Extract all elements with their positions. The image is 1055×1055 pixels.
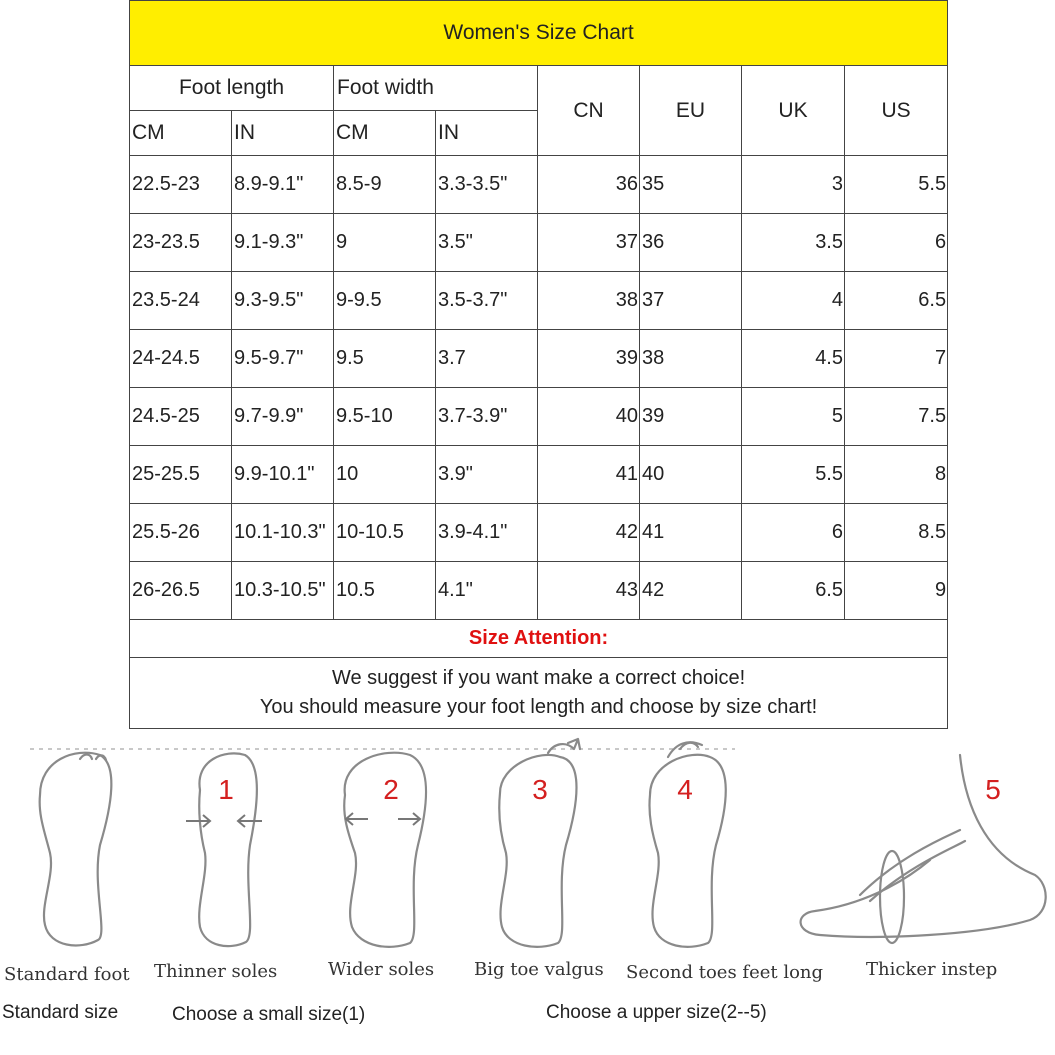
cell-length-in: 10.1-10.3"	[232, 504, 334, 562]
foot-number-2: 2	[383, 774, 399, 805]
cell-eu: 35	[640, 156, 742, 214]
foot-number-1: 1	[218, 774, 234, 805]
table-row	[130, 330, 948, 388]
cell-width-in: 3.5"	[436, 214, 538, 272]
cell-cn: 38	[538, 272, 640, 330]
width-cm-header: CM	[334, 111, 436, 156]
advice-standard: Standard size	[2, 1002, 119, 1023]
eu-header: EU	[640, 66, 742, 156]
standard-foot-icon	[40, 753, 112, 946]
cell-length-cm: 24.5-25	[130, 388, 232, 446]
table-row	[130, 446, 948, 504]
foot-width-header: Foot width	[334, 66, 538, 111]
cell-cn: 42	[538, 504, 640, 562]
cell-uk: 5	[742, 388, 845, 446]
cell-width-cm: 9	[334, 214, 436, 272]
cell-eu: 36	[640, 214, 742, 272]
cell-width-in: 3.9-4.1"	[436, 504, 538, 562]
width-in-header: IN	[436, 111, 538, 156]
size-attention-title: Size Attention:	[130, 620, 948, 658]
cell-us: 9	[845, 562, 948, 620]
cell-length-cm: 25.5-26	[130, 504, 232, 562]
big-toe-valgus-foot-icon	[499, 739, 580, 947]
cell-uk: 3	[742, 156, 845, 214]
cell-width-in: 3.7-3.9"	[436, 388, 538, 446]
cell-width-in: 4.1"	[436, 562, 538, 620]
table-row	[130, 272, 948, 330]
foot-label-thinner: Thinner soles	[154, 961, 278, 982]
cell-eu: 37	[640, 272, 742, 330]
cell-eu: 38	[640, 330, 742, 388]
table-row	[130, 504, 948, 562]
size-chart-table	[129, 0, 948, 729]
us-header: US	[845, 66, 948, 156]
cell-length-in: 9.5-9.7"	[232, 330, 334, 388]
length-cm-header: CM	[130, 111, 232, 156]
cell-width-in: 3.9"	[436, 446, 538, 504]
cell-length-in: 9.1-9.3"	[232, 214, 334, 272]
table-row	[130, 562, 948, 620]
cell-us: 5.5	[845, 156, 948, 214]
cell-uk: 6	[742, 504, 845, 562]
cell-cn: 43	[538, 562, 640, 620]
cell-width-cm: 9-9.5	[334, 272, 436, 330]
cell-us: 8	[845, 446, 948, 504]
cell-eu: 39	[640, 388, 742, 446]
cell-length-cm: 24-24.5	[130, 330, 232, 388]
cell-length-in: 9.9-10.1"	[232, 446, 334, 504]
cell-cn: 36	[538, 156, 640, 214]
foot-length-header: Foot length	[130, 66, 334, 111]
table-row	[130, 388, 948, 446]
cell-length-cm: 23.5-24	[130, 272, 232, 330]
cell-width-cm: 10	[334, 446, 436, 504]
foot-number-3: 3	[532, 774, 548, 805]
foot-types-illustration	[0, 735, 1055, 1055]
foot-number-4: 4	[677, 774, 693, 805]
cell-length-in: 9.7-9.9"	[232, 388, 334, 446]
cell-eu: 42	[640, 562, 742, 620]
cell-uk: 3.5	[742, 214, 845, 272]
cell-cn: 39	[538, 330, 640, 388]
cell-length-in: 8.9-9.1"	[232, 156, 334, 214]
cell-eu: 41	[640, 504, 742, 562]
cell-length-cm: 26-26.5	[130, 562, 232, 620]
cell-uk: 6.5	[742, 562, 845, 620]
cell-eu: 40	[640, 446, 742, 504]
advice-small: Choose a small size(1)	[172, 1004, 366, 1025]
cell-width-cm: 9.5-10	[334, 388, 436, 446]
cell-us: 7	[845, 330, 948, 388]
cell-length-cm: 22.5-23	[130, 156, 232, 214]
cell-us: 6	[845, 214, 948, 272]
cell-width-cm: 9.5	[334, 330, 436, 388]
table-row	[130, 214, 948, 272]
cell-width-in: 3.3-3.5"	[436, 156, 538, 214]
attention-line-2: You should measure your foot length and choose by size chart!	[259, 696, 818, 718]
cell-us: 6.5	[845, 272, 948, 330]
advice-upper: Choose a upper size(2--5)	[546, 1002, 767, 1023]
cell-us: 8.5	[845, 504, 948, 562]
foot-label-wider: Wider soles	[328, 959, 435, 980]
foot-label-second-toe: Second toes feet long	[626, 962, 824, 983]
cell-length-cm: 23-23.5	[130, 214, 232, 272]
size-attention-note	[130, 658, 948, 729]
cn-header: CN	[538, 66, 640, 156]
chart-title: Women's Size Chart	[130, 1, 948, 66]
length-in-header: IN	[232, 111, 334, 156]
cell-width-in: 3.7	[436, 330, 538, 388]
thicker-instep-foot-icon	[801, 755, 1046, 943]
foot-label-instep: Thicker instep	[866, 959, 998, 980]
cell-us: 7.5	[845, 388, 948, 446]
cell-cn: 37	[538, 214, 640, 272]
cell-width-cm: 10.5	[334, 562, 436, 620]
cell-length-in: 10.3-10.5"	[232, 562, 334, 620]
uk-header: UK	[742, 66, 845, 156]
cell-cn: 40	[538, 388, 640, 446]
foot-label-valgus: Big toe valgus	[474, 959, 604, 980]
foot-label-standard: Standard foot	[4, 964, 130, 985]
cell-uk: 4.5	[742, 330, 845, 388]
cell-length-cm: 25-25.5	[130, 446, 232, 504]
second-toe-long-foot-icon	[649, 742, 725, 947]
cell-width-cm: 8.5-9	[334, 156, 436, 214]
table-row	[130, 156, 948, 214]
cell-width-cm: 10-10.5	[334, 504, 436, 562]
cell-cn: 41	[538, 446, 640, 504]
cell-width-in: 3.5-3.7"	[436, 272, 538, 330]
cell-uk: 5.5	[742, 446, 845, 504]
cell-uk: 4	[742, 272, 845, 330]
attention-line-1: We suggest if you want make a correct choice!	[331, 667, 746, 689]
foot-number-5: 5	[985, 774, 1001, 805]
cell-length-in: 9.3-9.5"	[232, 272, 334, 330]
